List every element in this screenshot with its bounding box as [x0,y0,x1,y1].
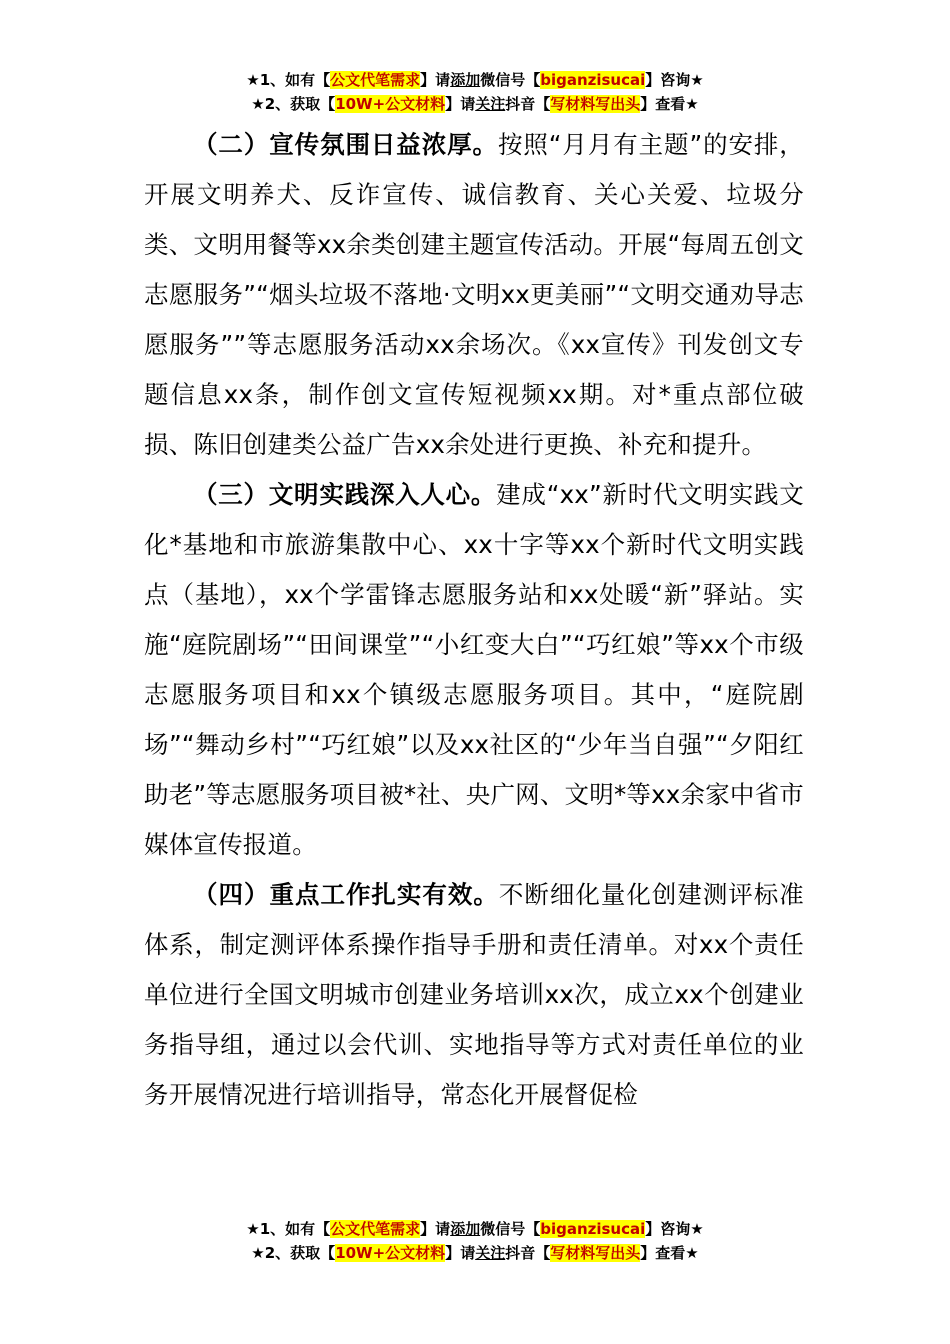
section-paragraph [144,120,804,470]
section-paragraph [144,870,804,1120]
section-heading: （三）文明实践深入人心。 [193,480,497,509]
highlight-materials: 10W+公文材料 [335,95,446,113]
highlight-wechat-id: biganzisucai [540,71,646,89]
highlight-service: 公文代笔需求 [330,1220,421,1238]
banner-line-2: ★2、获取【10W+公文材料】请关注抖音【写材料写出头】查看★ [251,95,699,113]
banner-line-1: ★1、如有【公文代笔需求】请添加微信号【biganzisucai】咨询★ [246,1220,704,1238]
section-text: 建成“xx”新时代文明实践文化*基地和市旅游集散中心、xx十字等xx个新时代文明实践点（基地），xx个学雷锋志愿服务站和xx处暖“新”驿站。实施“庭院剧场”“田间课堂”“小红变大白”“巧红娘”等xx个市级志愿服务项目和xx个镇级志愿服务项目。其中，“庭院剧场”“舞动乡村”“巧红娘”以及xx社区的“少年当自强”“夕阳红助老”等志愿服务项目被*社、央广网、文明*等xx余家中省市媒体宣传报道。 [144,480,804,859]
banner-line-2: ★2、获取【10W+公文材料】请关注抖音【写材料写出头】查看★ [251,1244,699,1262]
section-paragraph [144,470,804,870]
footer-banner [0,1217,950,1265]
section-heading: （二）宣传氛围日益浓厚。 [193,130,498,159]
section-heading: （四）重点工作扎实有效。 [193,880,499,909]
highlight-materials: 10W+公文材料 [335,1244,446,1262]
highlight-douyin-account: 写材料写出头 [550,95,641,113]
banner-line-1: ★1、如有【公文代笔需求】请添加微信号【biganzisucai】咨询★ [246,71,704,89]
header-banner [0,68,950,116]
section-text: 按照“月月有主题”的安排，开展文明养犬、反诈宣传、诚信教育、关心关爱、垃圾分类、文明用餐等xx余类创建主题宣传活动。开展“每周五创文志愿服务”“烟头垃圾不落地·文明xx更美丽”“文明交通劝导志愿服务””等志愿服务活动xx余场次。《xx宣传》刊发创文专题信息xx条，制作创文宣传短视频xx期。对*重点部位破损、陈旧创建类公益广告xx余处进行更换、补充和提升。 [144,130,805,459]
highlight-service: 公文代笔需求 [330,71,421,89]
highlight-douyin-account: 写材料写出头 [550,1244,641,1262]
highlight-wechat-id: biganzisucai [540,1220,646,1238]
document-body [144,120,804,1120]
section-text: 不断细化量化创建测评标准体系，制定测评体系操作指导手册和责任清单。对xx个责任单位进行全国文明城市创建业务培训xx次，成立xx个创建业务指导组，通过以会代训、实地指导等方式对责任单位的业务开展情况进行培训指导，常态化开展督促检 [144,880,804,1109]
